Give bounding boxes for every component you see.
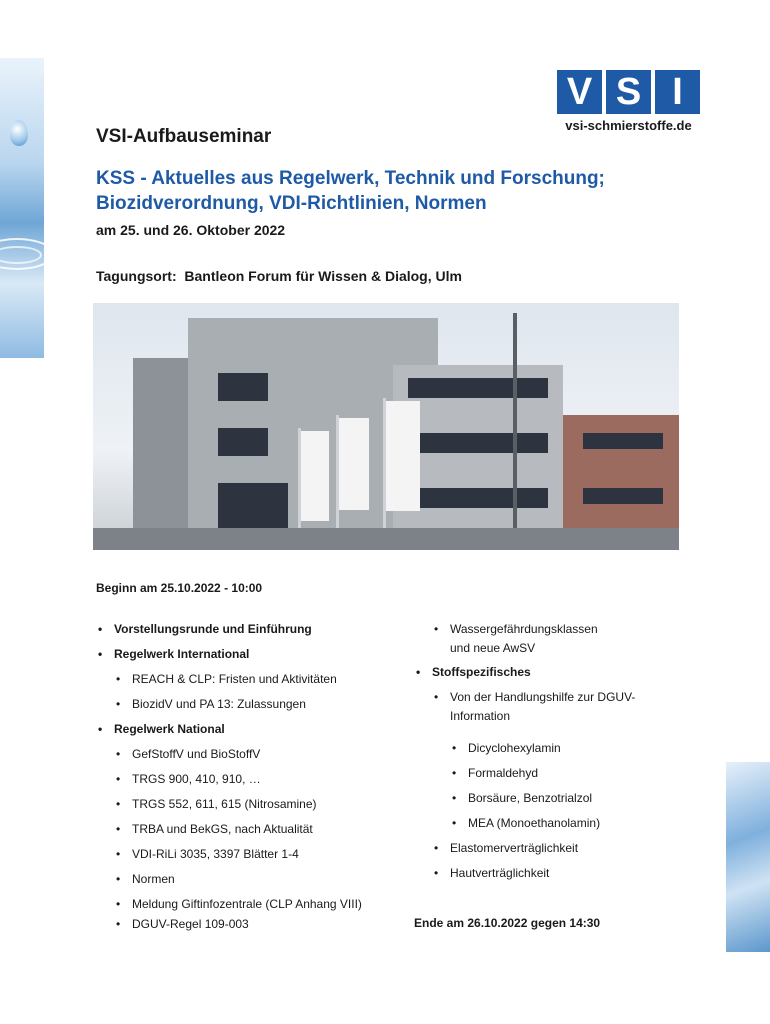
agenda-right-column: [414, 622, 674, 891]
begin-time: Beginn am 25.10.2022 - 10:00: [96, 581, 263, 595]
page-title: [96, 166, 656, 216]
agenda-item: [114, 697, 396, 722]
title-line-1: KSS - Aktuelles aus Regelwerk, Technik und Forschung;: [96, 168, 605, 189]
agenda-item-text: Regelwerk International: [114, 647, 250, 661]
logo-letter-v: V: [557, 70, 602, 114]
agenda-item: [114, 872, 396, 897]
end-time: Ende am 26.10.2022 gegen 14:30: [414, 916, 601, 930]
agenda-item-text: Von der Handlungshilfe zur DGUV-: [450, 690, 636, 704]
agenda-item-text: Vorstellungsrunde und Einführung: [114, 622, 312, 636]
venue: [96, 268, 462, 284]
title-line-2: Biozidverordnung, VDI-Richtlinien, Normen: [96, 193, 487, 214]
agenda-left-column: [96, 622, 396, 937]
window: [583, 488, 663, 504]
agenda-item: [114, 672, 396, 697]
agenda-item-text: Dicyclohexylamin: [468, 741, 561, 755]
logo-letter-i: I: [655, 70, 700, 114]
agenda-item: [414, 665, 674, 690]
agenda-item-text: TRGS 900, 410, 910, …: [132, 772, 261, 786]
window: [218, 428, 268, 456]
agenda-item: [450, 766, 674, 791]
agenda-item: [450, 741, 674, 766]
agenda-item: [450, 816, 674, 841]
water-wave-decoration: [726, 762, 770, 952]
agenda-item-text: Borsäure, Benzotrialzol: [468, 791, 593, 805]
water-drop-decoration: [0, 58, 44, 358]
venue-label: Tagungsort:: [96, 268, 177, 284]
agenda-item: [432, 841, 674, 866]
agenda-item: [432, 690, 674, 741]
window: [583, 433, 663, 449]
building-side: [133, 358, 193, 550]
flag-bantleon: [339, 418, 369, 510]
agenda-item: [114, 822, 396, 847]
flag-aiva: [301, 431, 329, 521]
seminar-label: VSI-Aufbauseminar: [96, 126, 272, 147]
agenda-item: [96, 622, 396, 647]
agenda-item-text: TRGS 552, 611, 615 (Nitrosamine): [132, 797, 317, 811]
event-date: am 25. und 26. Oktober 2022: [96, 222, 286, 238]
agenda-item: [432, 622, 674, 665]
agenda-item: [114, 797, 396, 822]
agenda-item-text: Elastomerverträglichkeit: [450, 841, 579, 855]
window: [218, 373, 268, 401]
logo-letter-s: S: [606, 70, 651, 114]
agenda-item-text: Formaldehyd: [468, 766, 539, 780]
agenda-item-text: Hautverträglichkeit: [450, 866, 550, 880]
ground: [93, 528, 679, 550]
agenda-item: [114, 917, 396, 937]
window: [408, 378, 548, 398]
agenda-item-text: DGUV-Regel 109-003: [132, 917, 249, 931]
venue-photo: [93, 303, 679, 550]
vsi-logo: [557, 70, 700, 133]
agenda-item: [450, 791, 674, 816]
agenda-item: [432, 866, 674, 891]
agenda-item: [114, 847, 396, 872]
agenda-item-text: TRBA und BekGS, nach Aktualität: [132, 822, 313, 836]
agenda-item-text: GefStoffV und BioStoffV: [132, 747, 261, 761]
agenda-item-continuation: Information: [450, 709, 511, 723]
agenda-item: [114, 747, 396, 772]
agenda-item: [114, 772, 396, 797]
venue-value: Bantleon Forum für Wissen & Dialog, Ulm: [184, 268, 462, 284]
flag-bantleon-forum: [386, 401, 420, 511]
agenda-item: [96, 647, 396, 672]
agenda-item-text: REACH & CLP: Fristen und Aktivitäten: [132, 672, 337, 686]
agenda-item-text: Normen: [132, 872, 175, 886]
water-drop-icon: [10, 120, 28, 146]
window: [408, 488, 548, 508]
logo-letters: [557, 70, 700, 114]
agenda-item-continuation: und neue AwSV: [450, 641, 536, 655]
agenda-item-text: Meldung Giftinfozentrale (CLP Anhang VIII): [132, 897, 362, 911]
agenda-item-text: Regelwerk National: [114, 722, 225, 736]
window: [408, 433, 548, 453]
agenda-item-text: Stoffspezifisches: [432, 665, 531, 679]
agenda-item-text: Wassergefährdungsklassen: [450, 622, 598, 636]
agenda-item: [96, 722, 396, 747]
agenda-item-text: VDI-RiLi 3035, 3397 Blätter 1-4: [132, 847, 299, 861]
agenda-item: [114, 897, 396, 917]
agenda-item-text: MEA (Monoethanolamin): [468, 816, 601, 830]
street-lamp: [513, 313, 517, 550]
logo-url: vsi-schmierstoffe.de: [565, 118, 692, 133]
window: [218, 483, 288, 528]
agenda-item-text: BiozidV und PA 13: Zulassungen: [132, 697, 306, 711]
